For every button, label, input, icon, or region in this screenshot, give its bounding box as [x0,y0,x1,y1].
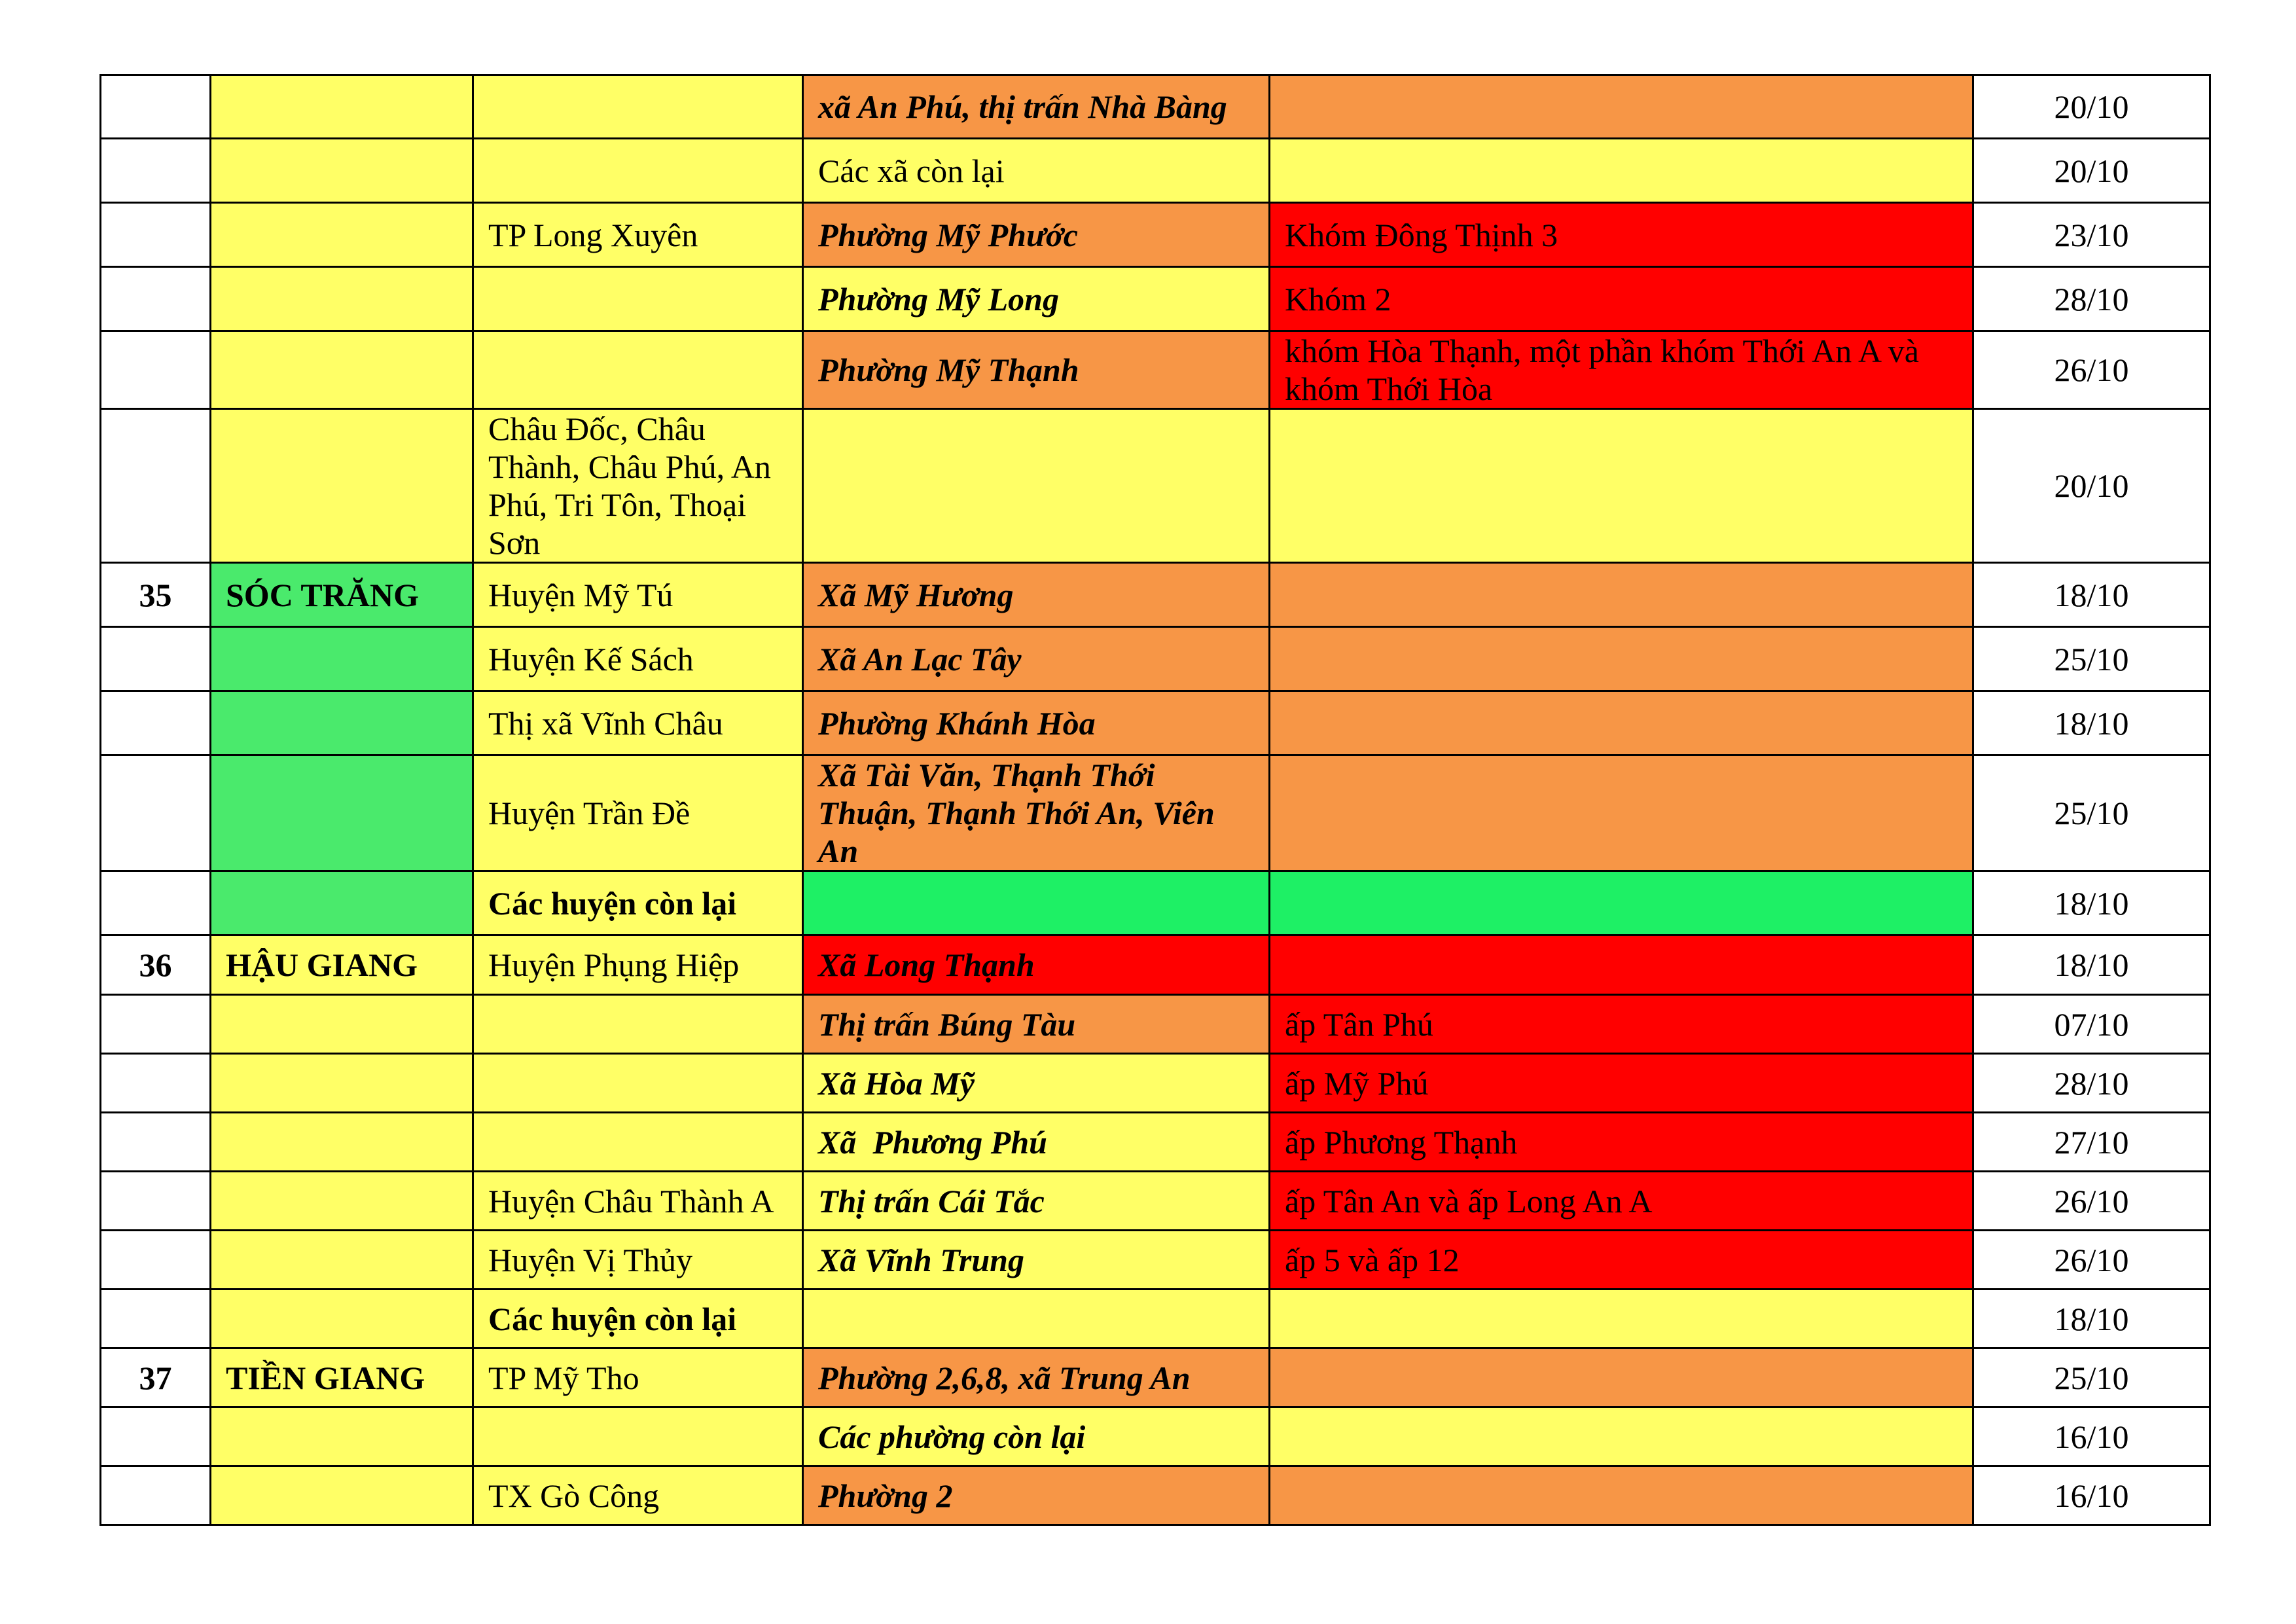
zone-table [99,74,2211,1526]
date-cell: 27/10 [1973,1113,2210,1172]
table-row [101,1466,2210,1525]
area-cell [1270,755,1973,871]
stt-cell [101,1231,211,1290]
commune-cell: Xã Phương Phú [803,1113,1270,1172]
district-cell [473,139,803,203]
table-row [101,935,2210,995]
date-cell: 20/10 [1973,75,2210,139]
district-cell: Các huyện còn lại [473,1290,803,1348]
area-cell [1270,691,1973,755]
district-cell [473,995,803,1054]
table-row [101,409,2210,563]
province-cell [211,627,473,691]
province-cell [211,995,473,1054]
date-cell: 18/10 [1973,691,2210,755]
district-cell: Huyện Mỹ Tú [473,563,803,627]
date-cell: 25/10 [1973,1348,2210,1407]
province-cell [211,331,473,409]
stt-cell [101,627,211,691]
date-cell: 18/10 [1973,1290,2210,1348]
area-cell: khóm Hòa Thạnh, một phần khóm Thới An A và khóm Thới Hòa [1270,331,1973,409]
commune-cell: Phường Khánh Hòa [803,691,1270,755]
stt-cell [101,1054,211,1113]
date-cell: 25/10 [1973,627,2210,691]
date-cell: 25/10 [1973,755,2210,871]
district-cell: Huyện Vị Thủy [473,1231,803,1290]
date-cell: 28/10 [1973,1054,2210,1113]
area-cell: ấp Mỹ Phú [1270,1054,1973,1113]
stt-cell [101,995,211,1054]
stt-cell: 37 [101,1348,211,1407]
date-cell: 16/10 [1973,1407,2210,1466]
district-cell: Huyện Phụng Hiệp [473,935,803,995]
area-cell [1270,1348,1973,1407]
area-cell: ấp 5 và ấp 12 [1270,1231,1973,1290]
table-row [101,75,2210,139]
province-cell [211,755,473,871]
area-cell [1270,1290,1973,1348]
province-cell [211,871,473,935]
stt-cell [101,1290,211,1348]
stt-cell [101,203,211,267]
table-row [101,1172,2210,1231]
date-cell: 18/10 [1973,563,2210,627]
district-cell: Huyện Kế Sách [473,627,803,691]
date-cell: 26/10 [1973,1231,2210,1290]
district-cell: Huyện Châu Thành A [473,1172,803,1231]
commune-cell: Các xã còn lại [803,139,1270,203]
commune-cell [803,1290,1270,1348]
commune-cell: Phường Mỹ Long [803,267,1270,331]
stt-cell: 35 [101,563,211,627]
date-cell: 16/10 [1973,1466,2210,1525]
table-row [101,995,2210,1054]
area-cell [1270,871,1973,935]
area-cell: ấp Tân Phú [1270,995,1973,1054]
stt-cell [101,409,211,563]
stt-cell [101,1172,211,1231]
district-cell [473,331,803,409]
area-cell: Khóm Đông Thịnh 3 [1270,203,1973,267]
commune-cell: Phường Mỹ Phước [803,203,1270,267]
stt-cell [101,139,211,203]
district-cell: TX Gò Công [473,1466,803,1525]
district-cell: TP Long Xuyên [473,203,803,267]
table-row [101,1407,2210,1466]
date-cell: 20/10 [1973,139,2210,203]
area-cell [1270,1407,1973,1466]
table-row [101,267,2210,331]
commune-cell: Xã Vĩnh Trung [803,1231,1270,1290]
date-cell: 18/10 [1973,871,2210,935]
commune-cell: Xã Mỹ Hương [803,563,1270,627]
stt-cell [101,331,211,409]
province-cell [211,267,473,331]
district-cell [473,267,803,331]
area-cell [1270,139,1973,203]
commune-cell: Xã Long Thạnh [803,935,1270,995]
table-row [101,627,2210,691]
table-row [101,1290,2210,1348]
table-row [101,203,2210,267]
commune-cell: Xã Tài Văn, Thạnh Thới Thuận, Thạnh Thới An, Viên An [803,755,1270,871]
date-cell: 26/10 [1973,1172,2210,1231]
stt-cell [101,691,211,755]
district-cell [473,1407,803,1466]
district-cell [473,1113,803,1172]
stt-cell [101,871,211,935]
table-row [101,755,2210,871]
commune-cell: Phường 2,6,8, xã Trung An [803,1348,1270,1407]
table-row [101,139,2210,203]
table-row [101,563,2210,627]
area-cell [1270,1466,1973,1525]
table-row [101,1348,2210,1407]
commune-cell: Thị trấn Cái Tắc [803,1172,1270,1231]
district-cell: TP Mỹ Tho [473,1348,803,1407]
date-cell: 20/10 [1973,409,2210,563]
commune-cell: Các phường còn lại [803,1407,1270,1466]
district-cell: Các huyện còn lại [473,871,803,935]
province-cell [211,1290,473,1348]
area-cell [1270,935,1973,995]
stt-cell [101,267,211,331]
date-cell: 07/10 [1973,995,2210,1054]
table-row [101,1054,2210,1113]
table-row [101,871,2210,935]
commune-cell: xã An Phú, thị trấn Nhà Bàng [803,75,1270,139]
commune-cell [803,871,1270,935]
province-cell [211,1113,473,1172]
area-cell [1270,409,1973,563]
district-cell: Thị xã Vĩnh Châu [473,691,803,755]
date-cell: 18/10 [1973,935,2210,995]
commune-cell: Xã An Lạc Tây [803,627,1270,691]
commune-cell: Thị trấn Búng Tàu [803,995,1270,1054]
area-cell: ấp Phương Thạnh [1270,1113,1973,1172]
area-cell [1270,75,1973,139]
province-cell [211,409,473,563]
province-cell [211,1054,473,1113]
district-cell: Huyện Trần Đề [473,755,803,871]
province-cell [211,1407,473,1466]
area-cell: Khóm 2 [1270,267,1973,331]
table-row [101,691,2210,755]
province-cell [211,203,473,267]
province-cell [211,1172,473,1231]
commune-cell: Phường 2 [803,1466,1270,1525]
table-row [101,331,2210,409]
province-cell [211,1466,473,1525]
commune-cell [803,409,1270,563]
commune-cell: Phường Mỹ Thạnh [803,331,1270,409]
province-cell: TIỀN GIANG [211,1348,473,1407]
district-cell: Châu Đốc, Châu Thành, Châu Phú, An Phú, Tri Tôn, Thoại Sơn [473,409,803,563]
district-cell [473,1054,803,1113]
date-cell: 26/10 [1973,331,2210,409]
district-cell [473,75,803,139]
area-cell [1270,563,1973,627]
province-cell [211,75,473,139]
stt-cell [101,1407,211,1466]
province-cell: HẬU GIANG [211,935,473,995]
province-cell [211,1231,473,1290]
stt-cell [101,1113,211,1172]
stt-cell [101,755,211,871]
area-cell [1270,627,1973,691]
commune-cell: Xã Hòa Mỹ [803,1054,1270,1113]
stt-cell [101,75,211,139]
table-row [101,1113,2210,1172]
stt-cell: 36 [101,935,211,995]
date-cell: 23/10 [1973,203,2210,267]
province-cell [211,691,473,755]
area-cell: ấp Tân An và ấp Long An A [1270,1172,1973,1231]
stt-cell [101,1466,211,1525]
table-row [101,1231,2210,1290]
province-cell: SÓC TRĂNG [211,563,473,627]
province-cell [211,139,473,203]
date-cell: 28/10 [1973,267,2210,331]
